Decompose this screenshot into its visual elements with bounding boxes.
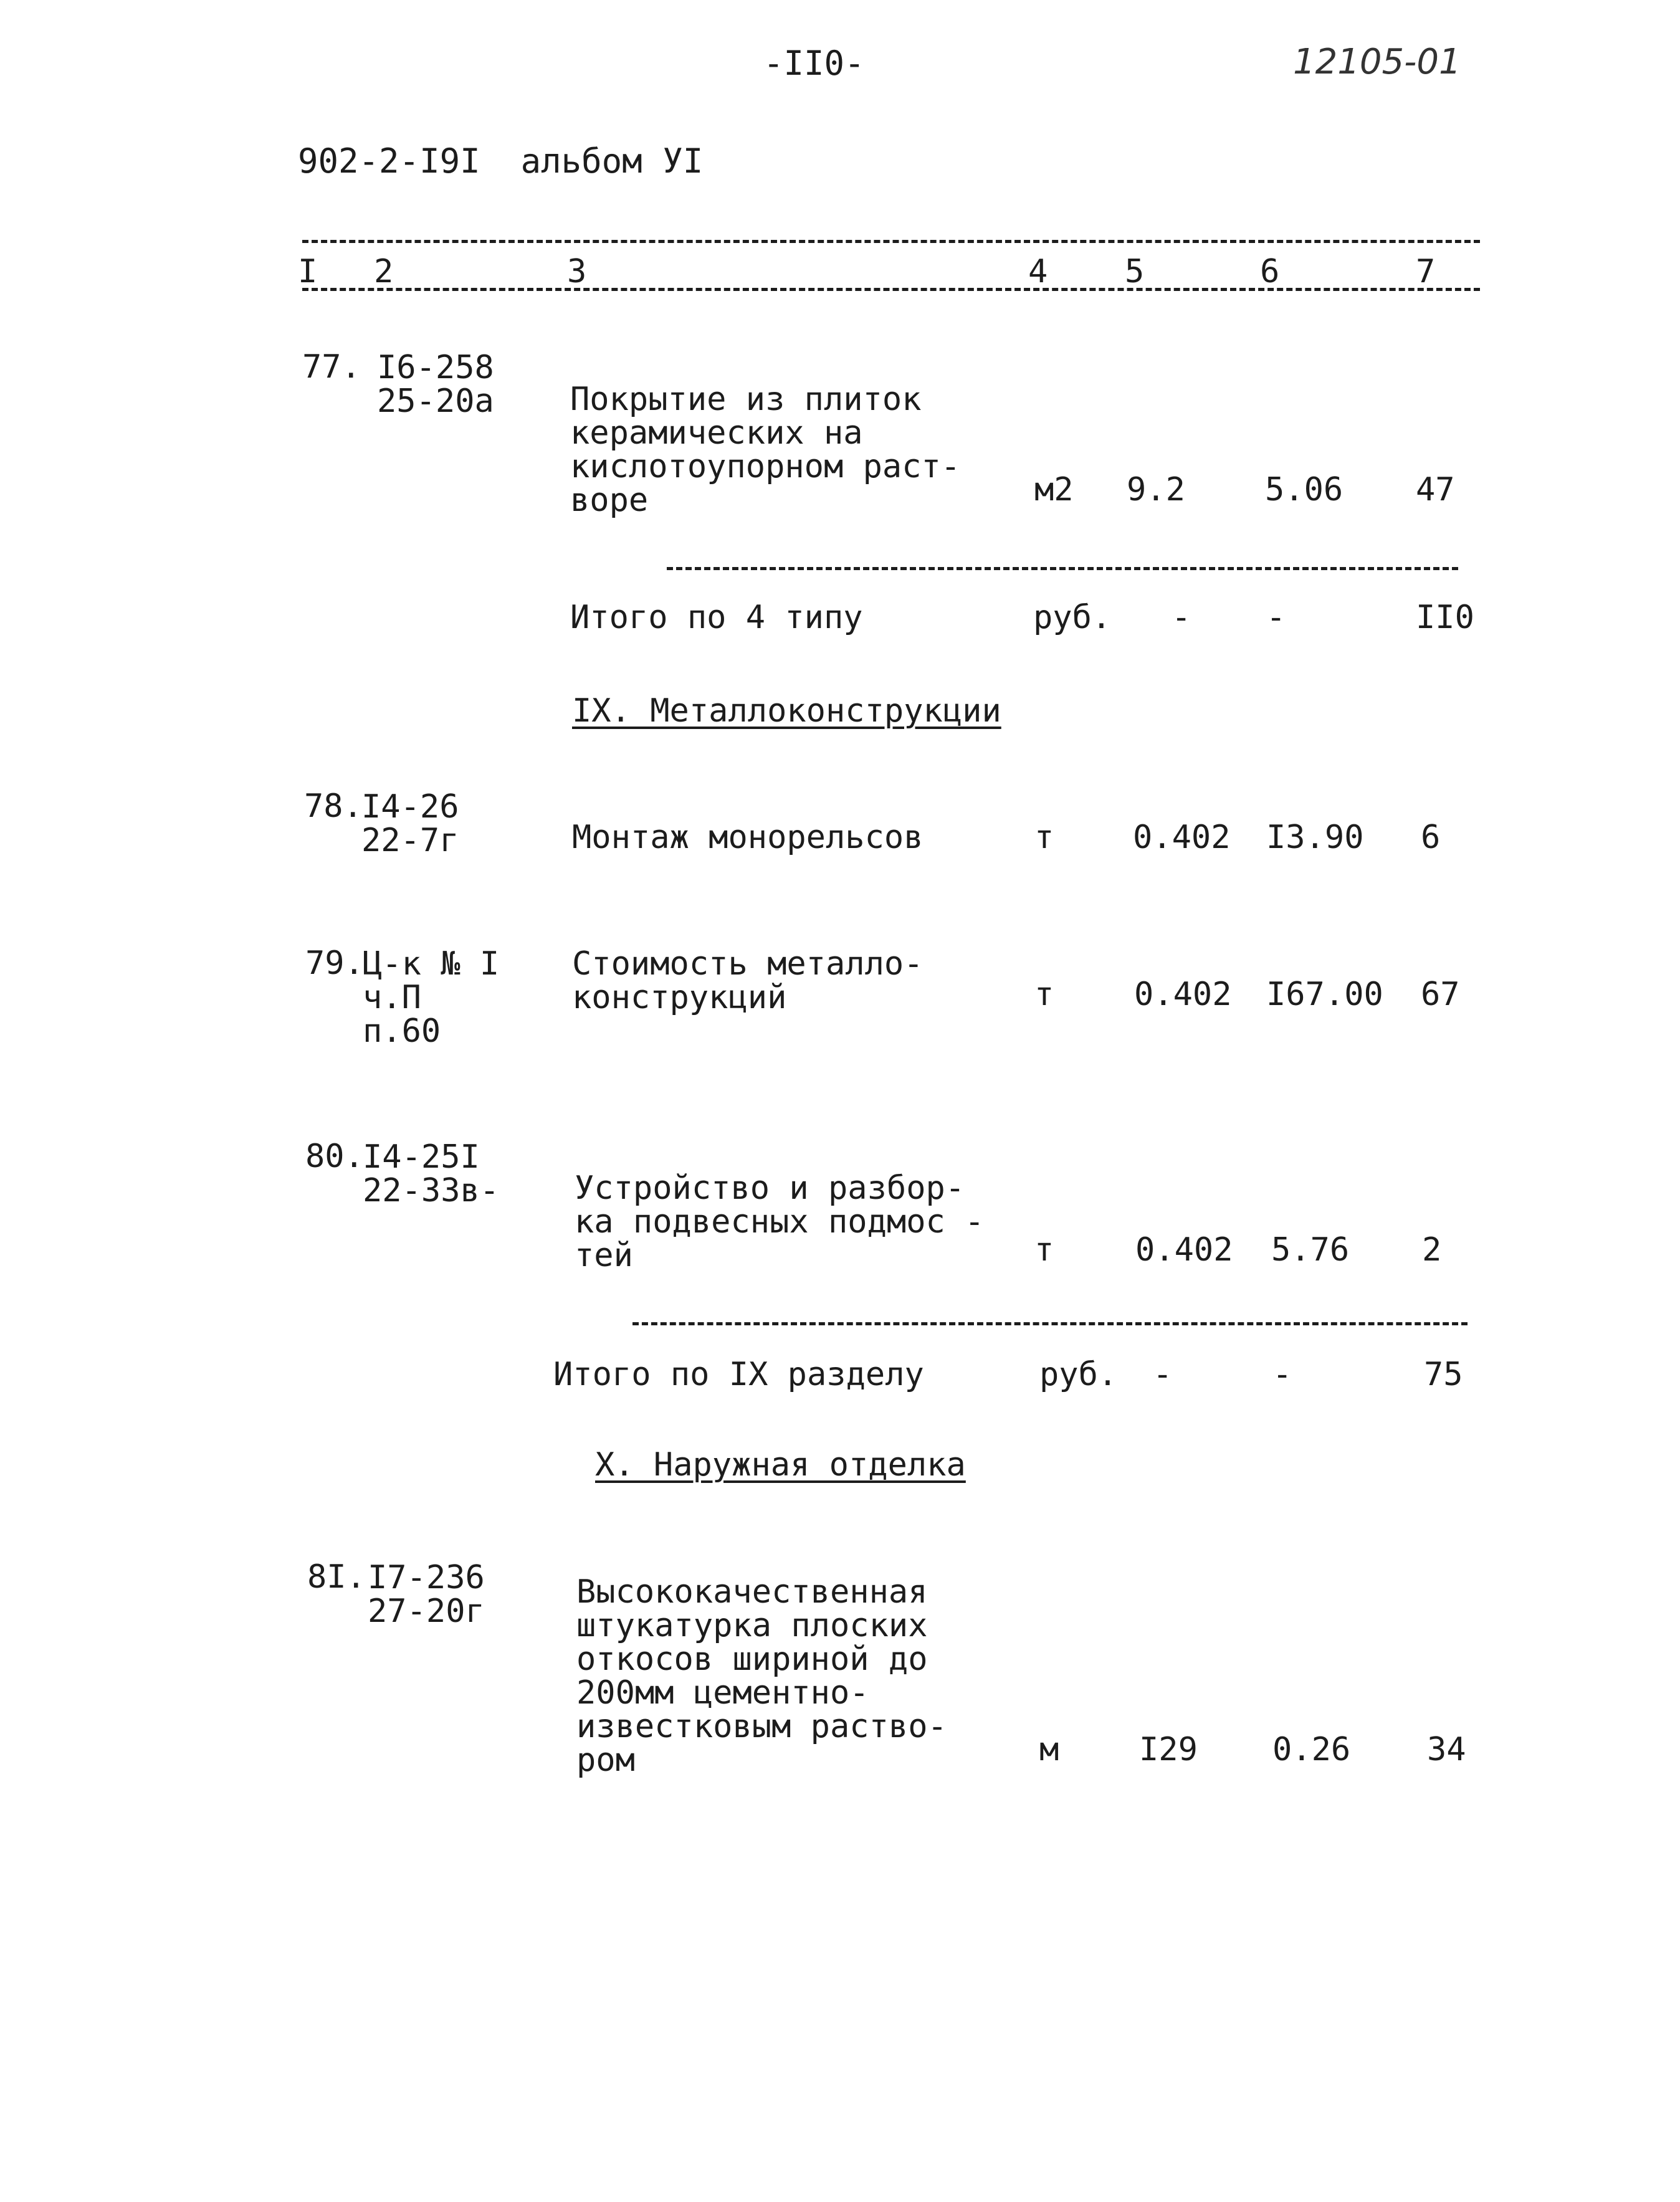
item-unit: м [1039, 1731, 1059, 1768]
subtotal-price: - [1272, 1356, 1292, 1393]
subtotal-price: - [1266, 599, 1286, 636]
column-number-6: 6 [1260, 253, 1280, 290]
item-total: 6 [1421, 819, 1441, 856]
item-quantity: 9.2 [1127, 471, 1185, 508]
item-unit: т [1034, 1231, 1054, 1269]
item-number: 78. [304, 788, 363, 825]
item-unit: т [1034, 819, 1054, 856]
page-number: -II0- [763, 44, 865, 83]
column-number-5: 5 [1125, 253, 1145, 290]
item-total: 2 [1422, 1231, 1442, 1269]
item-description: Стоимость металло- конструкций [572, 945, 924, 1016]
item-code: I7-236 27-20г [368, 1559, 485, 1630]
item-total: 67 [1421, 976, 1460, 1013]
item-quantity: I29 [1139, 1731, 1198, 1768]
subtotal-quantity: - [1153, 1356, 1173, 1393]
subtotal-rule [667, 567, 1458, 570]
header-top-rule [302, 240, 1480, 243]
item-code: I6-258 25-20a [377, 349, 494, 420]
subtotal-total: II0 [1416, 599, 1474, 636]
item-price: 5.06 [1265, 471, 1344, 508]
item-total: 47 [1416, 471, 1455, 508]
item-number: 79. [305, 945, 364, 982]
item-description: Покрытие из плиток керамических на кислотоупорном раст- воре [570, 381, 961, 519]
item-unit: м2 [1034, 471, 1074, 508]
subtotal-label: Итого по IX разделу [553, 1356, 924, 1393]
item-number: 77. [302, 348, 361, 386]
document-code: 902-2-I9I альбом УI [298, 141, 704, 181]
archive-number: 12105-01 [1293, 42, 1461, 82]
subtotal-unit: руб. [1039, 1356, 1118, 1393]
column-number-3: 3 [567, 253, 587, 290]
column-number-7: 7 [1416, 253, 1436, 290]
column-number-2: 2 [374, 253, 394, 290]
item-price: 5.76 [1271, 1231, 1350, 1269]
item-description: Высококачественная штукатурка плоских откосов шириной до 200мм цементно- известковым раство- ром [576, 1573, 947, 1779]
subtotal-unit: руб. [1033, 599, 1112, 636]
item-code: I4-25I 22-33в- [363, 1138, 500, 1209]
item-code: Ц-к № I ч.П п.60 [363, 945, 500, 1050]
item-description: Монтаж монорельсов [572, 819, 924, 856]
item-price: 0.26 [1272, 1731, 1351, 1768]
header-bottom-rule [302, 288, 1480, 291]
section-title: IX. Металлоконструкции [572, 692, 1001, 730]
item-unit: т [1034, 976, 1054, 1013]
subtotal-total: 75 [1424, 1356, 1463, 1393]
subtotal-rule [632, 1322, 1468, 1325]
column-number-4: 4 [1028, 253, 1048, 290]
subtotal-label: Итого по 4 типу [570, 599, 863, 636]
item-quantity: 0.402 [1134, 976, 1232, 1013]
column-number-1: I [298, 253, 318, 290]
item-number: 8I. [307, 1558, 366, 1596]
item-price: I67.00 [1266, 976, 1383, 1013]
item-total: 34 [1427, 1731, 1466, 1768]
item-quantity: 0.402 [1135, 1231, 1233, 1269]
section-title: X. Наружная отделка [595, 1446, 966, 1484]
subtotal-quantity: - [1172, 599, 1191, 636]
item-description: Устройство и разбор- ка подвесных подмос - тей [575, 1170, 985, 1274]
item-price: I3.90 [1266, 819, 1364, 856]
item-quantity: 0.402 [1133, 819, 1231, 856]
item-code: I4-26 22-7г [361, 788, 459, 859]
item-number: 80. [305, 1138, 364, 1175]
